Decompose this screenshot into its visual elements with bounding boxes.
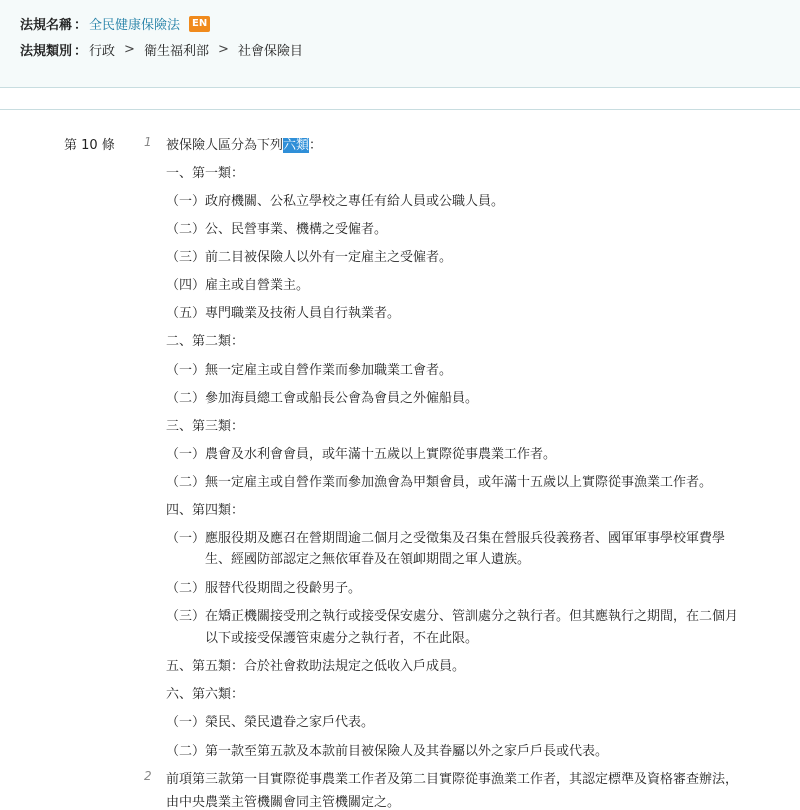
article-line-continued: 生、經國防部認定之無依軍眷及在領卹期間之軍人遺族。 [205,552,531,567]
law-name-label: 法規名稱 [20,18,73,33]
law-name-row [20,14,210,33]
highlighted-text: 六類 [283,138,310,153]
law-name-link[interactable]: 全民健康保險法 [89,18,181,33]
article-line: （一）無一定雇主或自營作業而參加職業工會者。 [166,363,453,378]
section-divider [0,109,800,110]
article-line: 三、第三類： [166,419,245,434]
intro-colon: ： [309,138,323,153]
breadcrumb-arrow: > [217,42,229,57]
article-line: （一）政府機關、公私立學校之專任有給人員或公職人員。 [166,194,505,209]
breadcrumb-item: 行政 [89,44,116,59]
paragraph-number: 1 [144,135,152,149]
paragraph-2-line: 前項第三款第一目實際從事農業工作者及第二目實際從事漁業工作者，其認定標準及資格審查辦法， [166,772,739,787]
article-line: 六、第六類： [166,687,245,702]
article-line: （四）雇主或自營業主。 [166,278,310,293]
article-line: （一）農會及水利會會員，或年滿十五歲以上實際從事農業工作者。 [166,447,557,462]
paragraph-2-line: 由中央農業主管機關會同主管機關定之。 [166,795,401,810]
paragraph-number: 2 [144,769,152,783]
law-header [0,0,800,88]
article-line: 一、第一類： [166,166,245,181]
article-line: （二）第一款至第五款及本款前目被保險人及其眷屬以外之家戶戶長或代表。 [166,744,609,759]
colon: ： [74,44,88,59]
article-line: （一）應服役期及應召在營期間逾二個月之受徵集及召集在營服兵役義務者、國軍軍事學校軍費學 [166,531,726,546]
article-line: 二、第二類： [166,334,245,349]
breadcrumb-arrow: > [124,42,135,57]
article-number: 第 10 條 [64,138,115,153]
article-line: （二）公、民營事業、機構之受僱者。 [166,222,388,237]
article-line: （三）在矯正機關接受刑之執行或接受保安處分、管訓處分之執行者。但其應執行之期間，在二個月 [166,609,739,624]
law-category-row [20,40,303,59]
breadcrumb-item: 社會保險目 [237,44,303,59]
breadcrumb-item: 衛生福利部 [143,44,209,59]
article-line: （一）榮民、榮民遺眷之家戶代表。 [166,715,375,730]
article-line: 五、第五類：合於社會救助法規定之低收入戶成員。 [166,659,466,674]
intro-text: 被保險人區分為下列 [166,138,284,153]
article-line: （二）參加海員總工會或船長公會為會員之外僱船員。 [166,391,479,406]
article-line: （二）無一定雇主或自營作業而參加漁會為甲類會員，或年滿十五歲以上實際從事漁業工作者。 [166,475,713,490]
article-intro [166,134,322,153]
english-version-badge[interactable]: EN [189,16,210,32]
colon: ： [74,18,88,33]
article-line: （三）前二目被保險人以外有一定雇主之受僱者。 [166,250,453,265]
law-category-label: 法規類別 [20,44,73,59]
article-line: （五）專門職業及技術人員自行執業者。 [166,306,401,321]
article-line: 四、第四類： [166,503,245,518]
article-line: （二）服替代役期間之役齡男子。 [166,581,362,596]
article-line-continued: 以下或接受保護管束處分之執行者，不在此限。 [205,631,479,646]
